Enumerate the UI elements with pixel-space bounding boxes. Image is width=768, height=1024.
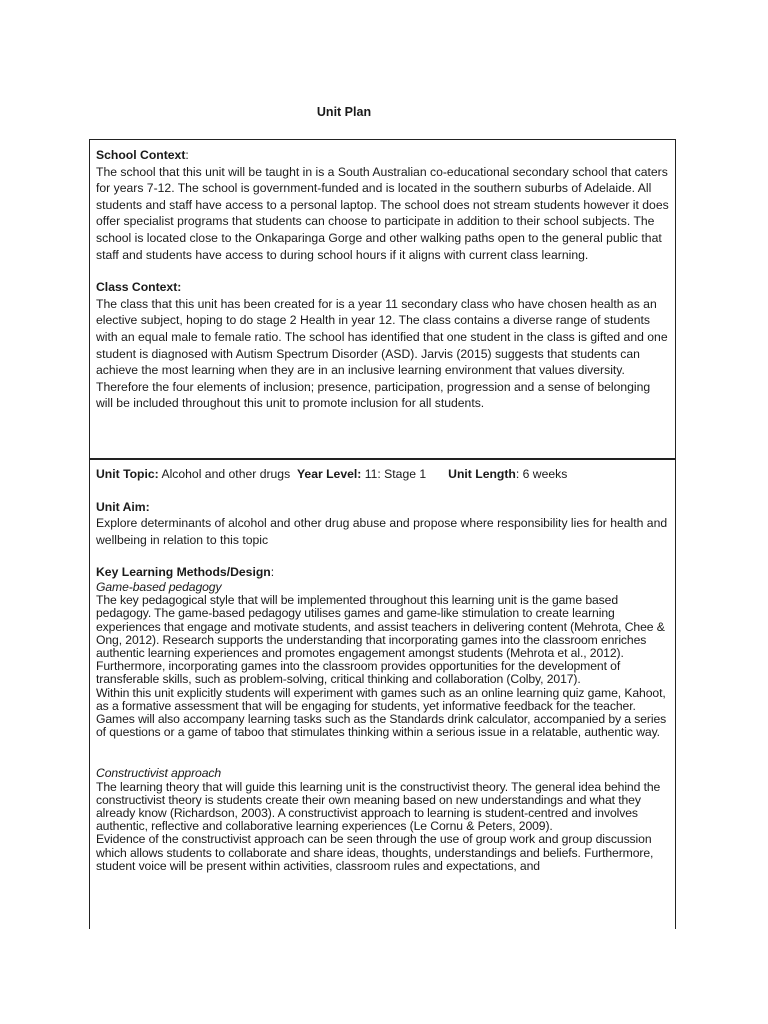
unit-topic-value: Alcohol and other drugs — [158, 467, 291, 481]
unit-topic-label: Unit Topic: — [96, 467, 159, 481]
unit-aim-heading: Unit Aim: — [96, 499, 150, 514]
page-title: Unit Plan — [316, 105, 372, 119]
context-box — [89, 139, 676, 460]
school-context-body: The school that this unit will be taught in is a South Australian co-educational secondary school that caters for years 7-12. The school is government-funded and is located in the southern suburbs of Adelaide. All students and staff have access to a personal laptop. The school does not stream students however it does offer specialist programs that students can choose to participate in addition to their school subjects. The school is located close to the Onkaparinga Gorge and other walking paths open to the general public that staff and students have access to during school hours if it aligns with current class learning. — [96, 164, 669, 262]
methods-colon: : — [270, 565, 275, 580]
school-context-heading-line — [96, 147, 669, 164]
class-context-heading: Class Context: — [96, 280, 182, 295]
unit-length-label: Unit Length — [448, 467, 516, 481]
unit-info-line — [96, 466, 669, 483]
game-pedagogy-body-1: The key pedagogical style that will be implemented throughout this learning unit is the game based pedagogy. The game-based pedagogy utilises games and game-like stimulation to create learning experiences that engage and motivate students, and assist teachers in delivering content (Mehrota, Chee & Ong, 2012). Research supports the understanding that incorporating games into the classroom enriches authentic learning experiences and promotes engagement amongst students (Mehrota et al., 2012). Furthermore, incorporating games into the classroom provides opportunities for the development of transferable skills, such as problem-solving, critical thinking and collaboration (Colby, 2017). — [96, 593, 665, 687]
unit-length-value: : 6 weeks — [515, 467, 568, 481]
unit-details-box — [89, 458, 676, 929]
methods-heading-line — [96, 564, 669, 581]
constructivist-body-1: The learning theory that will guide this learning unit is the constructivist theory. The general idea behind the constructivist theory is students create their own meaning based on new understandings and what they already know (Richardson, 2003). A constructivist approach to learning is student-centred and involves authentic, reflective and collaborative learning experiences (Le Cornu & Peters, 2009). — [96, 779, 661, 834]
game-pedagogy-body-2: Within this unit explicitly students will experiment with games such as an online learning quiz game, Kahoot, as a formative assessment that will be engaging for students, yet informative feedback for the teacher. Games will also accompany learning tasks such as the Standards drink calculator, accompanied by a series of questions or a game of taboo that stimulates thinking within a serious issue in a relatable, authentic way. — [96, 685, 667, 740]
school-context-heading: School Context — [96, 148, 186, 162]
year-level-label: Year Level: — [296, 467, 362, 481]
constructivist-subheading: Constructivist approach — [96, 766, 222, 781]
constructivist-body-2: Evidence of the constructivist approach can be seen through the use of group work and group discussion which allows students to collaborate and share ideas, thoughts, understandings and beliefs. Furthermore, student voice will be present within activities, classroom rules and expectations, and — [96, 832, 654, 873]
methods-heading: Key Learning Methods/Design — [96, 565, 271, 580]
class-context-body: The class that this unit has been created for is a year 11 secondary class who have chosen health as an elective subject, hoping to do stage 2 Health in year 12. The class contains a diverse range of students with an equal male to female ratio. The school has identified that one student in the class is gifted and one student is diagnosed with Autism Spectrum Disorder (ASD). Jarvis (2015) suggests that students can achieve the most learning when they are in an inclusive learning environment that values diversity. Therefore the four elements of inclusion; presence, participation, progression and a sense of belonging will be included throughout this unit to promote inclusion for all students. — [96, 296, 668, 411]
unit-aim-body: Explore determinants of alcohol and other drug abuse and propose where responsibility lies for health and wellbeing in relation to this topic — [96, 516, 668, 547]
game-pedagogy-subheading: Game-based pedagogy — [96, 579, 222, 594]
year-level-value: 11: Stage 1 — [361, 467, 427, 481]
school-context-colon: : — [185, 148, 189, 162]
